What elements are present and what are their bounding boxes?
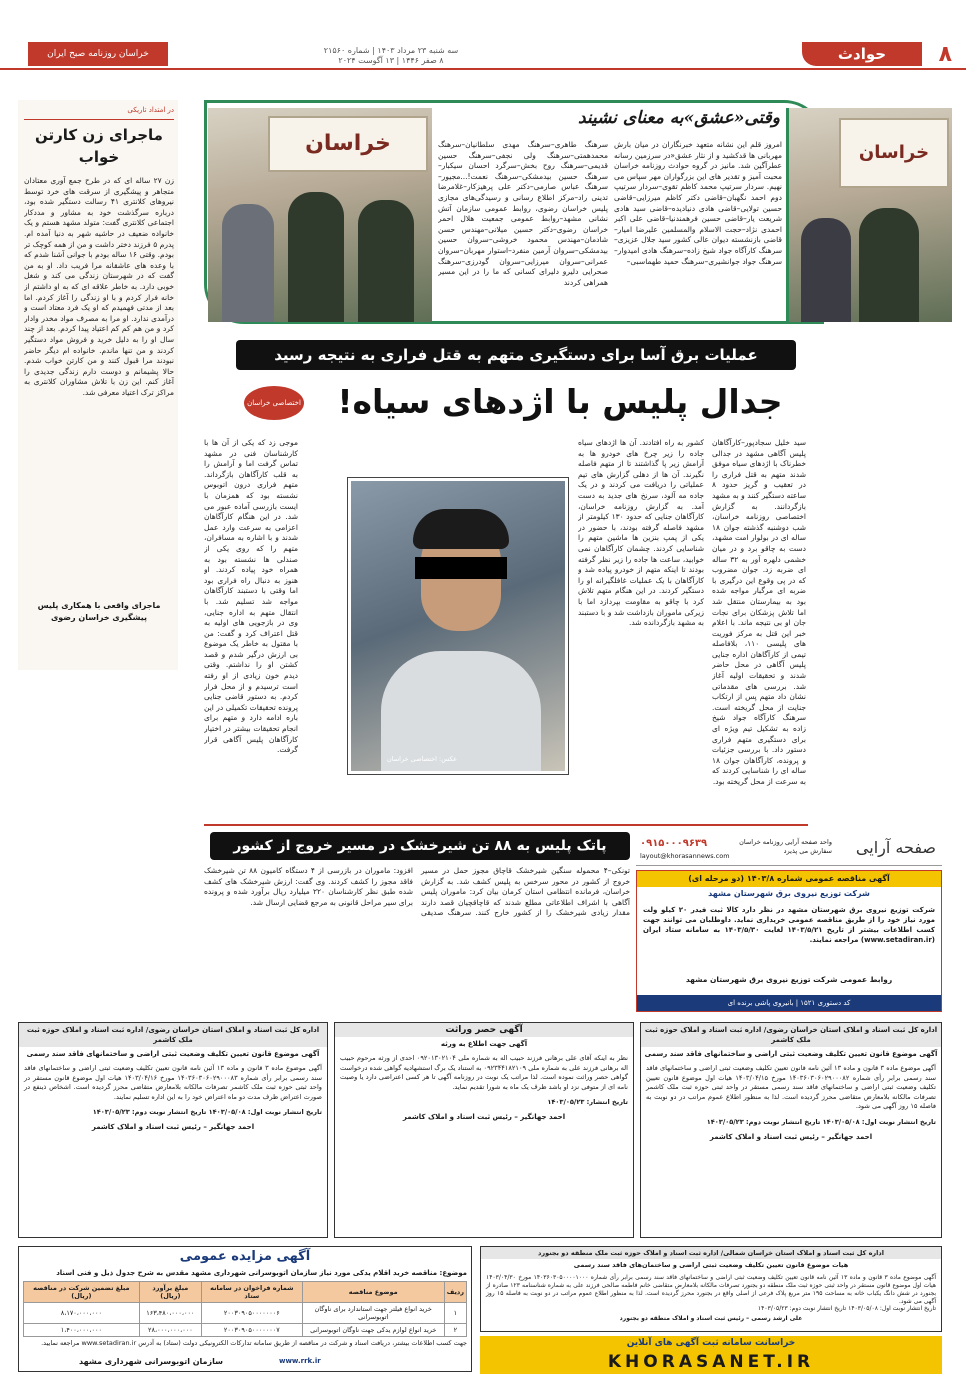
registry-ad-bottom — [480, 1246, 942, 1332]
sign-board-left: خراسان — [268, 116, 428, 172]
main-headline: جدال پلیس با اژدهای سیاه! — [337, 382, 783, 421]
cell: ۲ — [444, 1324, 466, 1337]
exclusive-badge: اختصاصی خراسان — [244, 386, 304, 420]
auction-table-wrap — [23, 1281, 467, 1337]
ad-dates: تاریخ انتشار نوبت اول: ۱۴۰۳/۰۵/۰۸ تاریخ انتشار نوبت دوم: ۱۴۰۳/۰۵/۲۳ — [757, 1305, 936, 1312]
ad-subtitle: آگهی موضوع قانون تعیین تکلیف وضعیت ثبتی اراضی و ساختمانهای فاقد سند رسمی — [641, 1047, 941, 1061]
cell: ۲۰۰۳۰۹۰۵۰۰۰۰۰۰۰۷ — [201, 1324, 302, 1337]
page-number: ۸ — [938, 42, 952, 67]
table-row — [24, 1303, 467, 1324]
page-design-email: layout@khorasannews.com — [640, 852, 730, 860]
main-story-underline — [204, 824, 808, 826]
tender-code: کد دستوری ۱۵۲۱ | بانیروی پاشی برنده ای — [637, 995, 941, 1011]
ad-dates: تاریخ انتشار نوبت اول: ۱۴۰۳/۰۵/۰۸ تاریخ انتشار نوبت دوم: ۱۴۰۳/۰۵/۲۳ — [92, 1108, 322, 1117]
auction-title: آگهی مزایده عمومی — [179, 1249, 311, 1264]
cell: ۱۶۳،۴۸۰،۰۰۰،۰۰۰ — [139, 1303, 201, 1324]
fuel-headline: پاتک پلیس به ۸۸ تن شیرخشک در مسیر خروج از کشور — [210, 832, 630, 860]
ad-sign: احمد جهانگیر – رئیس ثبت اسناد و املاک کاشمر — [709, 1132, 873, 1141]
ad-body: نظر به اینکه آقای علی برهانی فرزند حبیب اله به شماره ملی ۰۹۲۰۱۳۰۲۱۰۴ احدی از ورثه مرحوم حبیب اله برهانی فرزند علی به شماره ملی ۰۹۲۳۴۴۱۸۲۱۰۹ به استناد یک برگ استشهادیه گواهی شده درخواست گواهی حصر وراثت نموده است. لذا مراتب یک نوبت در روزنامه آگهی تا هر کسی اعتراضی دارد یا وصیت نامه ای از متوفی نزد او باشد ظرف یک ماه به شورا تقدیم نماید. — [340, 1054, 629, 1091]
khorasanet-banner[interactable] — [480, 1336, 942, 1374]
col-header: ردیف — [444, 1282, 466, 1303]
page-design-label: صفحه آرایی — [855, 838, 936, 857]
main-kicker: عملیات برق آسا برای دستگیری متهم به قتل فراری به نتیجه رسید — [236, 340, 796, 370]
ad-dates: تاریخ انتشار نوبت اول: ۱۴۰۳/۰۵/۰۸ تاریخ انتشار نوبت دوم: ۱۴۰۳/۰۵/۲۳ — [706, 1117, 936, 1126]
auction-subtitle: موضوع: مناقصه خرید اقلام یدکی مورد نیاز سازمان اتوبوسرانی شهرداری مشهد مقدس به شرح جدول ذیل و فنی اسناد — [56, 1269, 467, 1277]
section-tag: حوادث — [802, 42, 922, 66]
main-col-2: کشور به راه افتادند. آن ها اژدهای سیاه جاده را زیر چرخ های خودرو ها به آرامش زیر پا گذاشتند تا از متهم فاصله نگیرند. آن ها از دهلی گزارش های تیم عملیاتی را دریافت می کردند و در یک جاده مه آلود، سرنخ های جدید به دست آمد. به گزارش روزنامه خراسان، کارآگاهان جنایی که حدود ۱۳۰ کیلومتر از مشهد فاصله گرفته بودند، با حضور در یکی از پمپ بنزین ها ماشین متهم را شناسایی کردند. چشمان کارآگاهان نمی خوابید، ساعت ها جاده را زیر نظر گرفته بودند تا اینکه متهم از خودرو پیاده شد و کارآگاهان با یک عملیات غافلگیرانه او را دستگیر کردند. در این هنگام متهم تلاش کرد با چاقو به مقاومت بپردازد اما با زیرکی ماموران بازداشت شد و با دستبند به مشهد بازگردانده شد. — [578, 438, 704, 628]
page-design-box — [636, 836, 942, 866]
registry-ad-left — [18, 1022, 328, 1238]
cell: ۸،۱۷۰،۰۰۰،۰۰۰ — [24, 1303, 140, 1324]
cell: ۲۸،۰۰۰،۰۰۰،۰۰۰ — [139, 1324, 201, 1337]
table-row — [24, 1324, 467, 1337]
fuel-body: تونکی–۴ محموله سنگین شیرخشک قاچاق مجوز حمل در مسیر خروج از کشور در محور سرخس به پلیس کشف شد. به گزارش خراسان، فرمانده انتظامی استان کرمان بیان کرد: ماموران پلیس آگاهی با اشراف اطلاعاتی مطلع شدند که قاچاقچیان قصد دارند مقدار زیادی شیرخشک را از کشور خارج کنند. سرهنگ صدیقی افزود: ماموران در بازرسی از ۴ دستگاه کامیون ۸۸ تن شیرخشک فاقد مجوز را کشف کردند. وی گفت: ارزش شیرخشک های کشف شده طبق نظر کارشناسان ۲۲۰ میلیارد ریال برآورد شده و پرونده برای سیر مراحل قانونی به مرجع قضایی ارسال شد. — [204, 866, 630, 918]
top-story-photo-right — [786, 108, 952, 322]
ad-sign: احمد جهانگیر – رئیس ثبت اسناد و املاک کاشمر — [91, 1122, 255, 1131]
auction-footer: سازمان اتوبوسرانی شهرداری مشهد — [79, 1357, 223, 1366]
memoir-title: ماجرای زن کارتن خواب — [35, 126, 163, 166]
main-col-1: سید خلیل سجادپور–کارآگاهان پلیس آگاهی مشهد در جدالی خطرناک با اژدهای سیاه موفق شدند متهم به قتل فراری را در تعقیب و گریز حدود ۸ ساعته دستگیر کنند و به مشهد بازگردانند. به گزارش اختصاصی روزنامه خراسان، شب دوشنبه گذشته جوان ۱۸ ساله ای در بولوار امت مشهد، دست به چاقو برد و در میان خشمی دلهره آور به ۳۲ ساله ای ضربه زد. جوان مضروب که در پی وقوع این درگیری با ضربه ای مرگبار مواجه شده بود به بیمارستان منتقل شد اما تلاش پزشکان برای نجات جان او بی نتیجه ماند. با اعلام خبر این قتل به مرکز فوریت های پلیسی ۱۱۰، بلافاصله تیمی از کارآگاهان اداره جنایی پلیس آگاهی در محل حاضر شدند و تحقیقات اولیه آغاز شد. بررسی های مقدماتی نشان داد متهم پس از ارتکاب جنایت از محل گریخته است. سرهنگ کارآگاه جواد شیخ زاده به تشکیل تیم ویژه ای برای دستگیری متهم فراری دستور داد. با بررسی جزئیات و پرونده، کارآگاهان جوان ۱۸ ساله ای را شناسایی کردند که به سرعت از محل گریخته بود. — [712, 438, 806, 786]
eye-censor-bar — [415, 557, 507, 579]
top-story-photo-left — [208, 108, 432, 322]
tender-title: آگهی مناقصه عمومی شماره ۱۴۰۳/۸ (دو مرحله ای) — [637, 871, 941, 887]
cell: ۱ — [444, 1303, 466, 1324]
photo-caption: عکس: اختصاصی خراسان — [386, 755, 457, 763]
tender-body: شرکت توزیع نیروی برق شهرستان مشهد در نظر دارد کالا ثبت فیدر ۲۰ کیلو ولت مورد نیاز خود را از طریق مناقصه عمومی خریداری نماید. داوطلبان می توانند جهت کسب اطلاعات بیشتر از تاریخ ۱۴۰۳/۵/۲۱ لغایت ۱۴۰۳/۵/۳۰ به سامانه ستاد ایران (www.setadiran.ir) مراجعه نمایند. — [643, 906, 935, 944]
cell: خرید انواع فیلتر جهت استاندارد برای ناوگان اتوبوسرانی — [302, 1303, 444, 1324]
page-design-phone: ۰۹۱۵۰۰۰۹۶۳۹ — [640, 838, 708, 849]
auction-ad — [18, 1246, 472, 1372]
civilian-figure-left — [222, 204, 274, 322]
ad-sign: احمد جهانگیر – رئیس ثبت اسناد و املاک کاشمر — [402, 1112, 566, 1121]
khorasanet-line1: خراسانت سامانه ثبت آگهی های آنلاین — [626, 1338, 796, 1348]
ad-title: آگهی حصر وراثت — [335, 1023, 633, 1037]
auction-table — [23, 1281, 467, 1337]
auction-site[interactable]: www.rrk.ir — [279, 1357, 321, 1365]
khorasanet-line2: KHORASANET.IR — [607, 1352, 815, 1372]
suspect-shirt — [381, 651, 541, 771]
ad-subtitle: هیات موضوع قانون تعیین تکلیف وضعیت ثبتی اراضی و ساختمان‌های فاقد سند رسمی — [481, 1259, 941, 1271]
brand-logo: خراسان روزنامه صبح ایران — [28, 42, 168, 66]
officer-figure-left — [288, 192, 344, 322]
ad-sign: علی ارشد رسمی – رئیس ثبت اسناد و املاک منطقه دو بجنورد — [619, 1315, 803, 1322]
col-header: شماره فراخوان در سامانه ستاد — [201, 1282, 302, 1303]
ad-subtitle: آگهی موضوع قانون تعیین تکلیف وضعیت ثبتی اراضی و ساختمانهای فاقد سند رسمی — [19, 1047, 327, 1061]
civilian-figure — [801, 218, 851, 322]
ad-title: اداره کل ثبت اسناد و املاک استان خراسان شمالی/ اداره ثبت اسناد و املاک حوزه ثبت ملک منطقه دو بجنورد — [481, 1247, 941, 1259]
col-header: مبلغ برآورد (ریال) — [139, 1282, 201, 1303]
cell: ۲۰۰۳۰۹۰۵۰۰۰۰۰۰۰۶ — [201, 1303, 302, 1324]
auction-note: جهت کسب اطلاعات بیشتر، دریافت اسناد و شرکت در مناقصه از طریق سامانه تدارکات الکترونیکی دولت (ستاد) به آدرس www.setadiran.ir مراجعه نمایید. — [41, 1339, 467, 1347]
memoir-body: زن ۲۷ ساله ای که در طرح جمع آوری معتادان متجاهر و پیشگیری از سرقت های خرد توسط نیروهای کلانتری ۴۱ رسالت دستگیر شده بود، درباره سرگذشت خود به مشاور و مددکار اجتماعی کلانتری گفت: متولد مشهد هستم و یک خانواده ضعیف در حاشیه شهر به دنیا آمده ام. پدرم ۵ فرزند دختر داشت و من از همه کوچک تر بودم. وقتی ۱۶ ساله بودم با جوانی آشنا شدم که با وعده های عاشقانه مرا فریب داد. او به من گفت که در شهرستان زندگی می کند و شغل خوبی دارد. به خاطر علاقه ای که به او داشتم از خانه فرار کردم و با او زندگی را آغاز کردم. اما بعد از مدتی فهمیدم که او یک فرد معتاد است و درآمدی ندارد. او مرا به مصرف مواد مخدر وادار کرد و من هم کم کم اعتیاد پیدا کردم. بعد از چند سال او را به دلیل خرید و فروش مواد دستگیر کردند و من تنها ماندم. خانواده ام دیگر حاضر نبودند مرا قبول کنند و من کارتن خواب شدم. حالا پشیمانم و دوست دارم زندگی جدیدی را آغاز کنم. این زن با تلاش مشاوران کلانتری به مراکز ترک اعتیاد معرفی شد. — [24, 176, 174, 397]
memoir-series-tag: در امتداد تاریکی — [24, 106, 174, 120]
col-header: مبلغ تضمین شرکت در مناقصه (ریال) — [24, 1282, 140, 1303]
cell: خرید انواع لوازم یدکی جهت ناوگان اتوبوسرانی — [302, 1324, 444, 1337]
suspect-photo — [348, 478, 568, 774]
sign-board: خراسان — [839, 118, 949, 188]
tender-ad — [636, 870, 942, 1012]
top-story-col-left: سرهنگ طاهری–سرهنگ مهدی سلطانیان–سرهنگ محمدهمتی–سرهنگ ولی نجفی–سرهنگ حسین قدیمی–سرهنگ روح بخش–سرگرد احسان سیکبار–سرهنگ حسین بیدمشکی–سرهنگ نعمت!...مجیور–سرهنگ عباس صارمی–دکتر علی پرهیزکار–غلامرضا تدینی راد–مرکز اطلاع رسانی و رسیدگی‌های مجازی پلیس خراسان رضوی، روابط عمومی سازمان آتش نشانی مشهد–روابط عمومی جمعیت هلال احمر خراسان رضوی–دکتر حسین میلانی–مهندس حسن شادمان–مهندس محمود خروشی–سروان حسین بیدمشکی–سروان آرمین منفرد–استوار مهربان–سروان عمرانی–سروان میرزایی–سروان گودرزی–سرهنگ صحرایی دلیرو دلیرای کسانی که ما را در این مسیر همراهی کردند — [438, 140, 608, 287]
ad-dates: تاریخ انتشار: ۱۴۰۳/۰۵/۲۳ — [547, 1098, 628, 1107]
ad-body: آگهی موضوع ماده ۳ قانون و ماده ۱۳ آئین نامه قانون تعیین تکلیف وضعیت ثبتی اراضی و ساختمانهای فاقد سند رسمی برابر رأی شماره ۱۴۰۳۶۰۳۰۶۰۲۹۰۰۰۸۳ مورخ ۱۴۰۳/۰۴/۱۶ هیات اول موضوع قانون مستقر در واحد ثبتی حوزه ثبت ملک کاشمر تصرفات مالکانه بلامعارض متقاضی محرز گردیده است. اشخاص ذینفع در صورت اعتراض ظرف مدت دو ماه اعتراض خود را به این اداره تسلیم نمایند. — [24, 1064, 323, 1101]
memoir-footer: ماجرای واقعی با همکاری پلیس پیشگیری خراسان رضوی — [37, 601, 161, 622]
dateline: سه شنبه ۲۳ مرداد ۱۴۰۳ | شماره ۲۱۵۶۰ ۸ صفر ۱۴۴۶ | ۱۳ آگوست ۲۰۲۴ — [323, 46, 459, 65]
inheritance-ad — [334, 1022, 634, 1238]
tender-org: شرکت توزیع نیروی برق شهرستان مشهد — [708, 889, 870, 898]
ad-title: اداره کل ثبت اسناد و املاک استان خراسان رضوی/ اداره ثبت اسناد و املاک حوزه ثبت ملک کاشمر — [19, 1023, 327, 1047]
header-divider — [0, 68, 966, 70]
ad-body: آگهی موضوع ماده ۳ قانون و ماده ۱۳ آئین نامه قانون تعیین تکلیف وضعیت ثبتی اراضی و ساختمانهای فاقد سند رسمی برابر رأی شماره ۱۴۰۳۶۰۳۰۵۰۰۰۰۱۰۰۰ مورخ ۱۴۰۳/۰۴/۳۰ هیات اول موضوع قانون مستقر در واحد ثبتی حوزه ثبت ملک منطقه دو بجنورد تصرفات مالکانه بلامعارض متقاضی خانم فاطمه صالحی فرزند علی به شماره شناسنامه ۱۲۳ صادره از بجنورد در شش دانگ یکباب خانه به مساحت ۱۹۵ متر مربع پلاک فرعی از اصلی واقع در بجنورد محرز گردیده است. لذا به منظور اطلاع عموم مراتب در دو نوبت به فاصله ۱۵ روز آگهی می شود. — [486, 1274, 937, 1305]
cell: ۱،۴۰۰،۰۰۰،۰۰۰ — [24, 1324, 140, 1337]
main-col-3: موجی زد که یکی از آن ها با کارشناسان فنی در مشهد تماس گرفت اما و آرامش را به قلب کارآگاهان بازگرداند. متهم فراری درون اتوبوس نشسته بود که همزمان با ایست بازرسی آماده عبور می شد. در این هنگام کارآگاهان اعزامی به سرعت وارد عمل شدند و با اشاره به مسافران، متهم را که روی یکی از صندلی ها نشسته بود به همراه خود پیاده کردند. او هنوز به دنبال راه فراری بود اما وقتی با دستبند کارآگاهان مواجه شد تسلیم شد. با انتقال متهم به اداره جنایی، وی در بازجویی های اولیه به قتل اعتراف کرد و گفت: من با مقتول به خاطر یک موضوع بی ارزش درگیر شدم و قصد کشتن او را نداشتم. وقتی دیدم خون زیادی از او رفته است ترسیدم و از محل فرار کردم. به دستور قاضی جنایی پرونده تحقیقات تکمیلی در این باره ادامه دارد و متهم برای انجام تحقیقات بیشتر در اختیار کارآگاهان پلیس آگاهی قرار گرفت. — [204, 438, 298, 755]
officer-figure-2 — [358, 200, 414, 322]
col-header: موضوع مناقصه — [302, 1282, 444, 1303]
top-story-title: وقتی«عشق»به معنای نشیند — [577, 108, 780, 128]
ad-subtitle: آگهی جهت اطلاع به ورثه — [335, 1037, 633, 1051]
page-design-info: واحد صفحه آرایی روزنامه خراسان سفارش می پذیرد — [739, 838, 832, 855]
tender-footer: روابط عمومی شرکت توزیع نیروی برق شهرستان مشهد — [685, 975, 893, 984]
top-story-col-right: امروز قلم این نشانه متعهد خبرنگاران در میان بارش مهربانی ها قدکشید و از نثار عشق«در سرزمین رسانه عطرآگین شد. مانیز در گروه حوادث روزنامه خراسان محبت آمیز و تقدیر های این بزرگواران مهر سپاس می نهیم. سردار سرتیپ محمد کاظم تقوی–سردار سرتیپ دوم احمد نگهبان–قاضی دکتر کاظم میرزایی–قاضی حسین تولایی–قاضی هادی دنیادیده–قاضی سید هادی شریعت یار–قاضی حسین فرهمندنیا–قاضی علی اکبر احمدی نژاد–حجت الاسلام والمسلمین علیرضا امیار–قاضی بازنشسته دیوان عالی کشور سید جلال عزیزی–سرهنگ کارآگاه جواد شیخ زاده–سرهنگ هادی امیدوار–سرهنگ جواد جوانشیری–سرهنگ حمید طهماسبی– — [614, 140, 782, 266]
officer-figure — [859, 208, 919, 322]
ad-title: اداره کل ثبت اسناد و املاک استان خراسان رضوی/ اداره ثبت اسناد و املاک حوزه ثبت ملک کاشمر — [641, 1023, 941, 1047]
suspect-hair — [413, 509, 509, 549]
registry-ad-right — [640, 1022, 942, 1238]
ad-body: آگهی موضوع ماده ۳ قانون و ماده ۱۳ آئین نامه قانون تعیین تکلیف وضعیت ثبتی اراضی و ساختمانهای فاقد سند رسمی برابر رأی شماره ۱۴۰۳۶۰۳۰۶۰۲۹۰۰۰۸۲ مورخ ۱۴۰۳/۰۴/۱۵ هیات اول موضوع قانون تعیین تکلیف وضعیت ثبتی اراضی و ساختمانهای فاقد سند رسمی مستقر در واحد ثبتی حوزه ثبت ملک کاشمر تصرفات مالکانه بلامعارض متقاضی محرز گردیده است. لذا به منظور اطلاع عموم مراتب در دو نوبت به فاصله ۱۵ روز آگهی می شود. — [646, 1064, 937, 1111]
